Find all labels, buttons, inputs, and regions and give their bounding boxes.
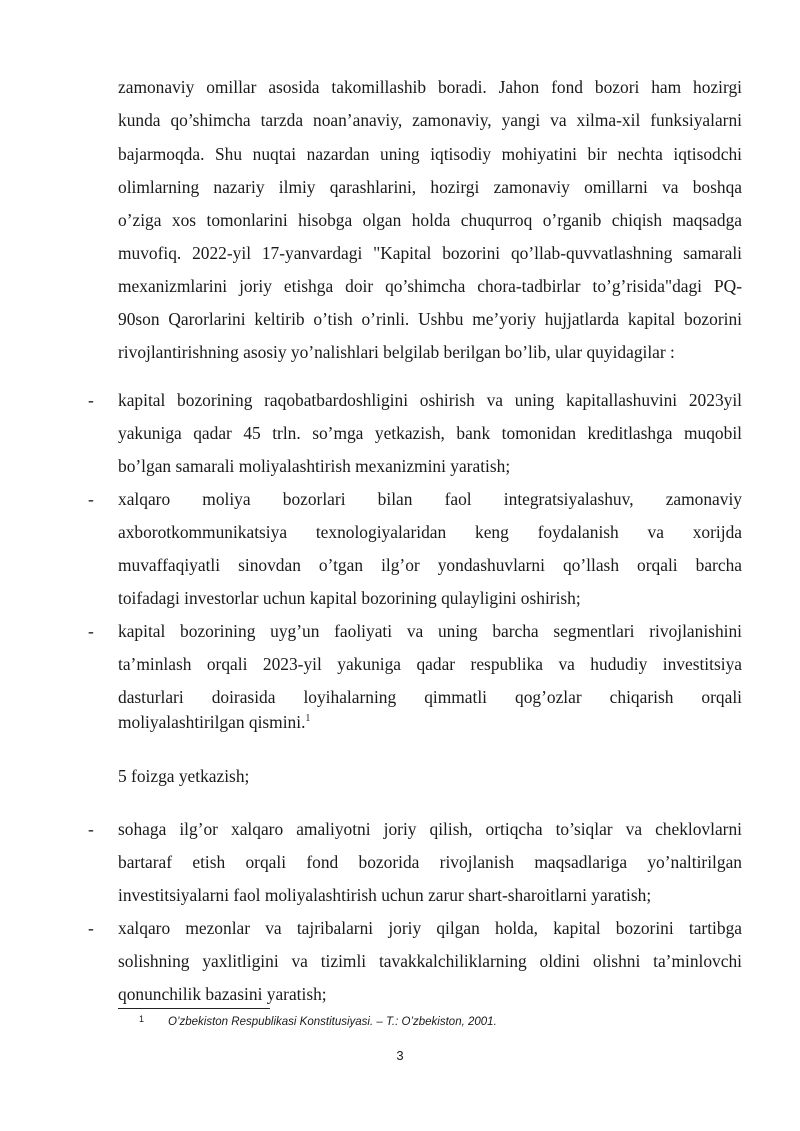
bullet-line: bartaraf etish orqali fond bozorida rivojlanish maqsadlariga yo’naltirilgan [118,852,742,872]
bullet-line-text: moliyalashtirilgan qismini. [118,712,306,732]
paragraph-line: mexanizmlarini joriy etishga doir qo’shimcha chora-tadbirlar to’g’risida"dagi PQ- [118,276,742,296]
footnote-reference[interactable]: 1 [305,713,311,725]
bullet-line: kapital bozorining raqobatbardoshligini oshirish va uning kapitallashuvini 2023yil [118,390,742,410]
bullet-dash: - [88,390,94,410]
paragraph-line: muvofiq. 2022-yil 17-yanvardagi "Kapital bozorini qo’llab-quvvatlashning samarali [118,243,742,263]
paragraph-line: rivojlantirishning asosiy yo’nalishlari belgilab berilgan bo’lib, ular quyidagilar : [118,342,675,362]
bullet-line: toifadagi investorlar uchun kapital bozorining qulayligini oshirish; [118,588,581,608]
paragraph-line: o’ziga xos tomonlarini hisobga olgan holda chuqurroq o’rganib chiqish maqsadga [118,210,742,230]
page-number: 3 [396,1048,404,1063]
bullet-line: yakuniga qadar 45 trln. so’mga yetkazish, bank tomonidan kreditlashga muqobil [118,423,742,443]
bullet-line: xalqaro moliya bozorlari bilan faol integratsiyalashuv, zamonaviy [118,489,742,509]
standalone-line: 5 foizga yetkazish; [118,766,250,786]
footnote-separator [118,1008,270,1009]
bullet-line: bo’lgan samarali moliyalashtirish mexanizmini yaratish; [118,456,511,476]
bullet-line: qonunchilik bazasini yaratish; [118,984,327,1004]
bullet-line: dasturlari doirasida loyihalarning qimmatli qog’ozlar chiqarish orqali [118,687,742,707]
bullet-line: investitsiyalarni faol moliyalashtirish uchun zarur shart-sharoitlarni yaratish; [118,885,652,905]
bullet-line [118,712,310,732]
paragraph-line: bajarmoqda. Shu nuqtai nazardan uning iqtisodiy mohiyatini bir nechta iqtisodchi [118,144,742,164]
bullet-line: muvaffaqiyatli sinovdan o’tgan ilg’or yondashuvlarni qo’llash orqali barcha [118,555,742,575]
bullet-line: xalqaro mezonlar va tajribalarni joriy qilgan holda, kapital bozorini tartibga [118,918,742,938]
bullet-dash: - [88,918,94,938]
paragraph-line: kunda qo’shimcha tarzda noan’anaviy, zamonaviy, yangi va xilma-xil funksiyalarni [118,110,742,130]
footnote-text: O’zbekiston Respublikasi Konstitusiyasi. – T.: O’zbekiston, 2001. [168,1016,497,1028]
paragraph-line: 90son Qarorlarini keltirib o’tish o’rinli. Ushbu me’yoriy hujjatlarda kapital bozorini [118,309,742,329]
bullet-line: axborotkommunikatsiya texnologiyalaridan keng foydalanish va xorijda [118,522,742,542]
paragraph-line: zamonaviy omillar asosida takomillashib boradi. Jahon fond bozori ham hozirgi [118,77,742,97]
bullet-dash: - [88,819,94,839]
bullet-line: ta’minlash orqali 2023-yil yakuniga qadar respublika va hududiy investitsiya [118,654,742,674]
bullet-line: solishning yaxlitligini va tizimli tavakkalchiliklarning oldini olishni ta’minlovchi [118,951,742,971]
paragraph-line: olimlarning nazariy ilmiy qarashlarini, hozirgi zamonaviy omillarni va boshqa [118,177,742,197]
bullet-line: sohaga ilg’or xalqaro amaliyotni joriy qilish, ortiqcha to’siqlar va cheklovlarni [118,819,742,839]
footnote-number: 1 [139,1014,145,1024]
bullet-dash: - [88,489,94,509]
bullet-dash: - [88,621,94,641]
bullet-line: kapital bozorining uyg’un faoliyati va uning barcha segmentlari rivojlanishini [118,621,742,641]
